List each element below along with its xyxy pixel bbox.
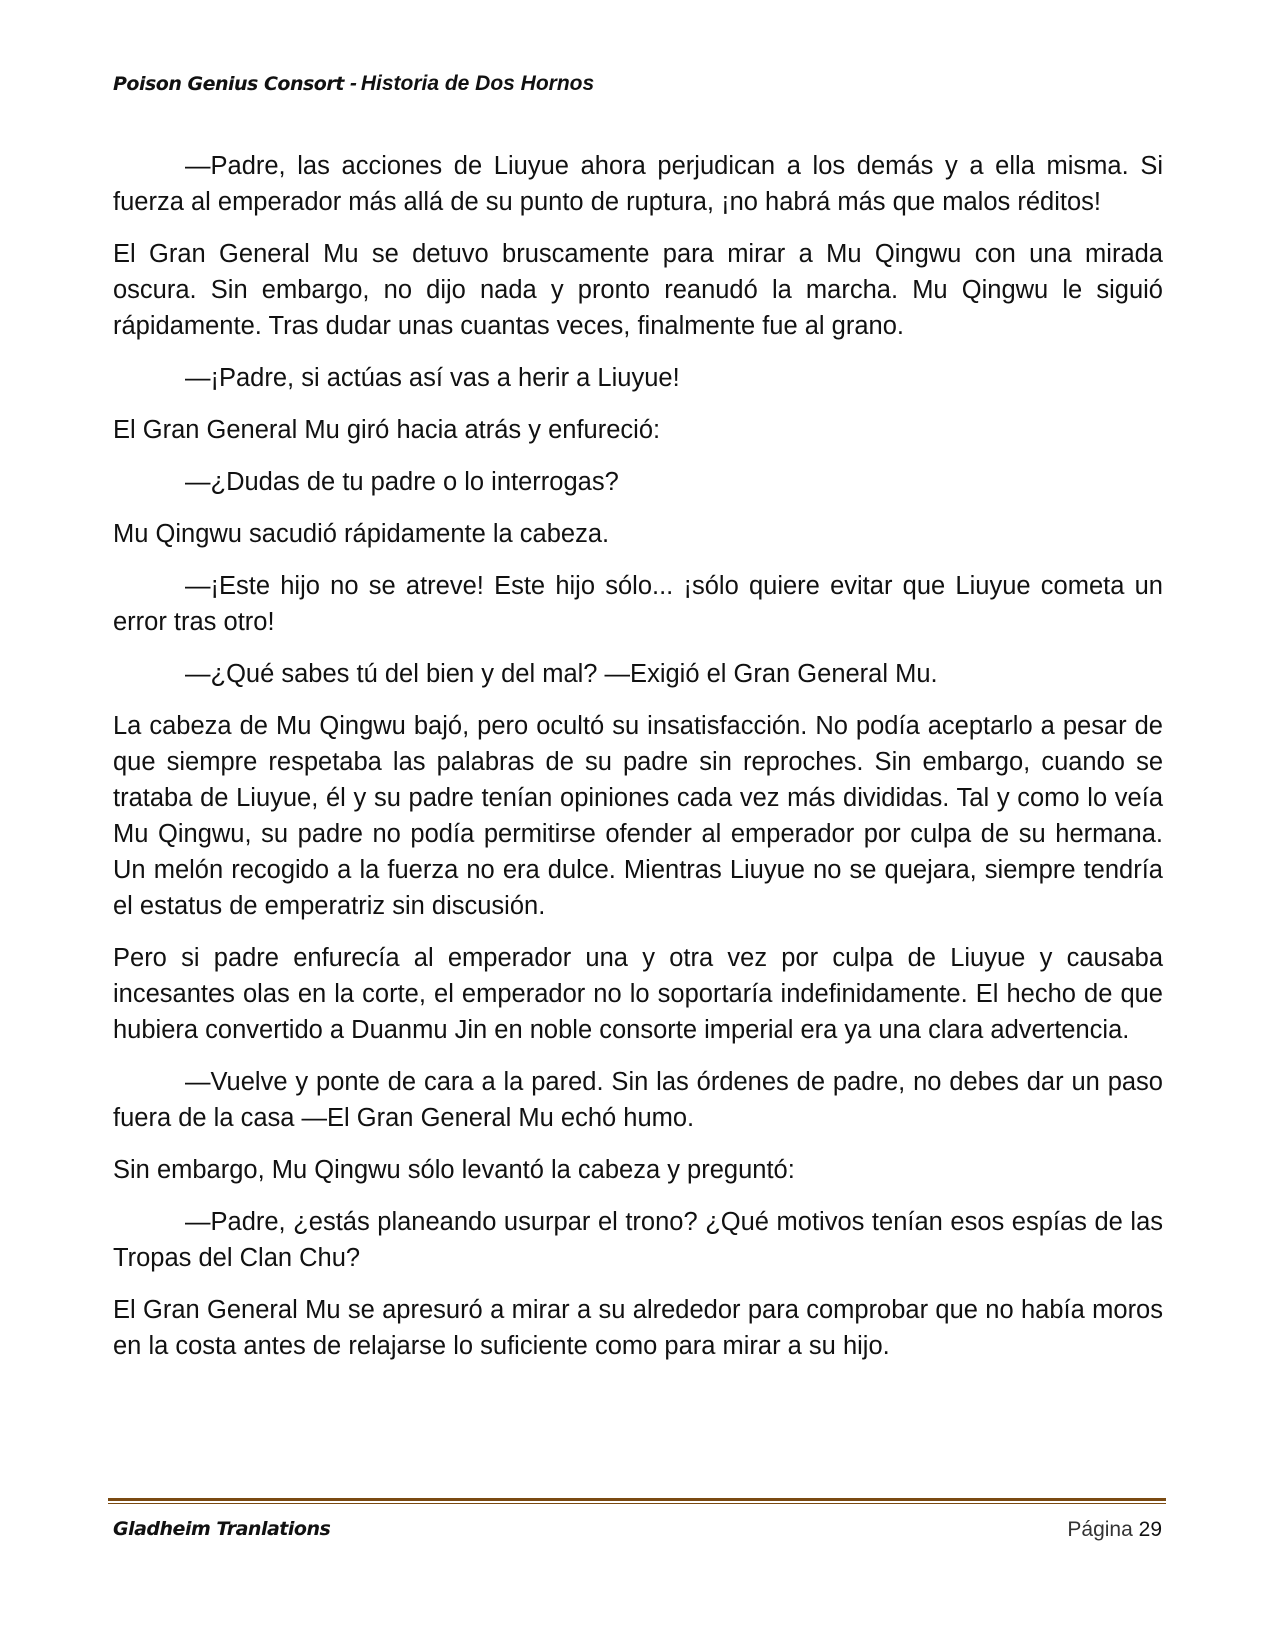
header-series-title: Poison Genius Consort xyxy=(113,73,344,95)
paragraph-12: Sin embargo, Mu Qingwu sólo levantó la cabeza y preguntó: xyxy=(113,1156,795,1184)
paragraph-13: —Padre, ¿estás planeando usurpar el trono? ¿Qué motivos tenían esos espías de las Tropas del Clan Chu? xyxy=(113,1208,1163,1272)
paragraph-3: —¡Padre, si actúas así vas a herir a Liuyue! xyxy=(185,364,680,392)
paragraph-1: —Padre, las acciones de Liuyue ahora perjudican a los demás y a ella misma. Si fuerza al emperador más allá de su punto de ruptura, ¡no habrá más que malos réditos! xyxy=(113,152,1163,216)
paragraph-9: La cabeza de Mu Qingwu bajó, pero ocultó su insatisfacción. No podía aceptarlo a pesar de que siempre respetaba las palabras de su padre sin reproches. Sin embargo, cuando se trataba de Liuyue, él y su padre tenían opiniones cada vez más divididas. Tal y como lo veía Mu Qingwu, su padre no podía permitirse ofender al emperador por culpa de su hermana. Un melón recogido a la fuerza no era dulce. Mientras Liuyue no se quejara, siempre tendría el estatus de emperatriz sin discusión. xyxy=(113,712,1163,920)
paragraph-11: —Vuelve y ponte de cara a la pared. Sin las órdenes de padre, no debes dar un paso fuera de la casa —El Gran General Mu echó humo. xyxy=(113,1068,1163,1132)
paragraph-4: El Gran General Mu giró hacia atrás y enfureció: xyxy=(113,416,661,444)
header-separator: - xyxy=(349,72,357,95)
page-number: 29 xyxy=(1138,1518,1162,1541)
paragraph-8: —¿Qué sabes tú del bien y del mal? —Exigió el Gran General Mu. xyxy=(185,660,938,688)
header-chapter-title: Historia de Dos Hornos xyxy=(360,72,595,95)
footer-publisher: Gladheim Tranlations xyxy=(113,1518,331,1540)
paragraph-6: Mu Qingwu sacudió rápidamente la cabeza. xyxy=(113,520,610,548)
paragraph-10: Pero si padre enfurecía al emperador una y otra vez por culpa de Liuyue y causaba incesantes olas en la corte, el emperador no lo soportaría indefinidamente. El hecho de que hubiera convertido a Duanmu Jin en noble consorte imperial era ya una clara advertencia. xyxy=(113,944,1163,1044)
paragraph-7: —¡Este hijo no se atreve! Este hijo sólo... ¡sólo quiere evitar que Liuyue cometa un error tras otro! xyxy=(113,572,1163,636)
footer-divider xyxy=(108,1498,1166,1504)
footer-page-indicator xyxy=(1067,1518,1162,1542)
running-header xyxy=(113,72,594,96)
paragraph-14: El Gran General Mu se apresuró a mirar a su alrededor para comprobar que no había moros en la costa antes de relajarse lo suficiente como para mirar a su hijo. xyxy=(113,1296,1163,1360)
paragraph-2: El Gran General Mu se detuvo bruscamente para mirar a Mu Qingwu con una mirada oscura. Sin embargo, no dijo nada y pronto reanudó la marcha. Mu Qingwu le siguió rápidamente. Tras dudar unas cuantas veces, finalmente fue al grano. xyxy=(113,240,1163,340)
body-text xyxy=(113,148,1163,1380)
paragraph-5: —¿Dudas de tu padre o lo interrogas? xyxy=(185,468,619,496)
page-label: Página xyxy=(1067,1518,1133,1541)
